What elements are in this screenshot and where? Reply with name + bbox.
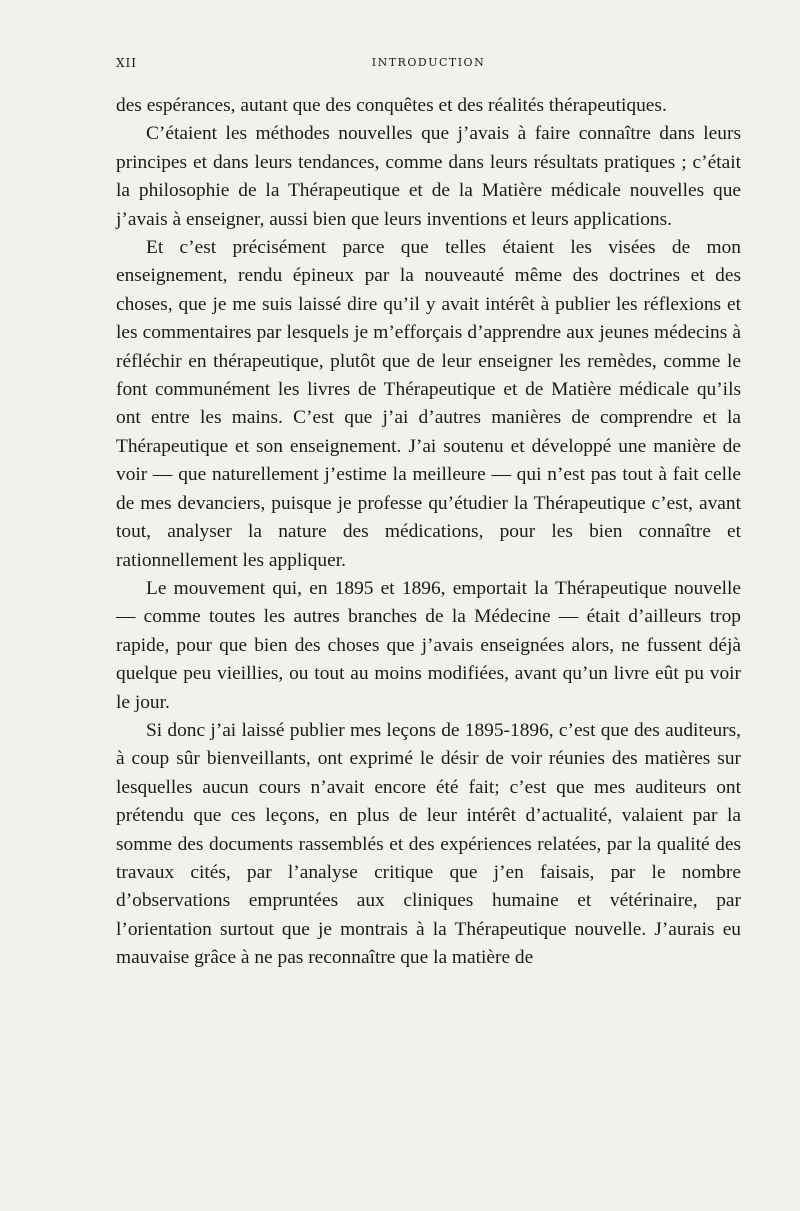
paragraph: des espérances, autant que des conquêtes et des réalités thérapeutiques.	[116, 95, 667, 116]
page-number: XII	[116, 56, 138, 70]
running-title: INTRODUCTION	[371, 56, 486, 69]
paragraph: Et c’est précisément parce que telles étaient les visées de mon enseignement, rendu épineux par la nouveauté même des doctrines et des choses, que je me suis laissé dire qu’il y avait intérêt à publier les réflexions et les commentaires par lesquels je m’efforçais d’apprendre aux jeunes médecins à réfléchir en thérapeutique, plutôt que de leur enseigner les remèdes, comme le font communément les livres de Thérapeutique et de Matière médicale qu’ils ont entre les mains. C’est que j’ai d’autres manières de comprendre et la Thérapeutique et son enseignement. J’ai soutenu et développé une manière de voir — que naturellement j’estime la meilleure — qui n’est pas tout à fait celle de mes devanciers, puisque je professe qu’étudier la Thérapeutique c’est, avant tout, analyser la nature des médications, pour les bien connaître et rationnellement les appliquer.	[116, 237, 741, 571]
paragraph: Le mouvement qui, en 1895 et 1896, emportait la Thérapeutique nouvelle — comme toutes les autres branches de la Médecine — était d’ailleurs trop rapide, pour que bien des choses que j’avais enseignées alors, ne fussent déjà quelque peu vieillies, ou tout au moins modifiées, avant qu’un livre eût pu voir le jour.	[116, 577, 741, 713]
paragraph: C’étaient les méthodes nouvelles que j’avais à faire connaître dans leurs principes et dans leurs tendances, comme dans leurs résultats pratiques ; c’était la philosophie de la Thérapeutique et de la Matière médicale nouvelles que j’avais à enseigner, aussi bien que leurs inventions et leurs applications.	[116, 123, 741, 230]
paragraph: Si donc j’ai laissé publier mes leçons de 1895-1896, c’est que des auditeurs, à coup sûr bienveillants, ont exprimé le désir de voir réunies des matières sur lesquelles aucun cours n’avait encore été fait; c’est que mes auditeurs ont prétendu que ces leçons, en plus de leur intérêt d’actualité, valaient par la somme des documents rassemblés et des expériences relatées, par la qualité des travaux cités, par l’analyse critique que j’en faisais, par le nombre d’observations empruntées aux cliniques humaine et vétérinaire, par l’orientation surtout que je montrais à la Thérapeutique nouvelle. J’aurais eu mauvaise grâce à ne pas reconnaître que la matière de	[116, 719, 741, 969]
page-header	[116, 56, 741, 76]
body-text	[116, 92, 741, 973]
